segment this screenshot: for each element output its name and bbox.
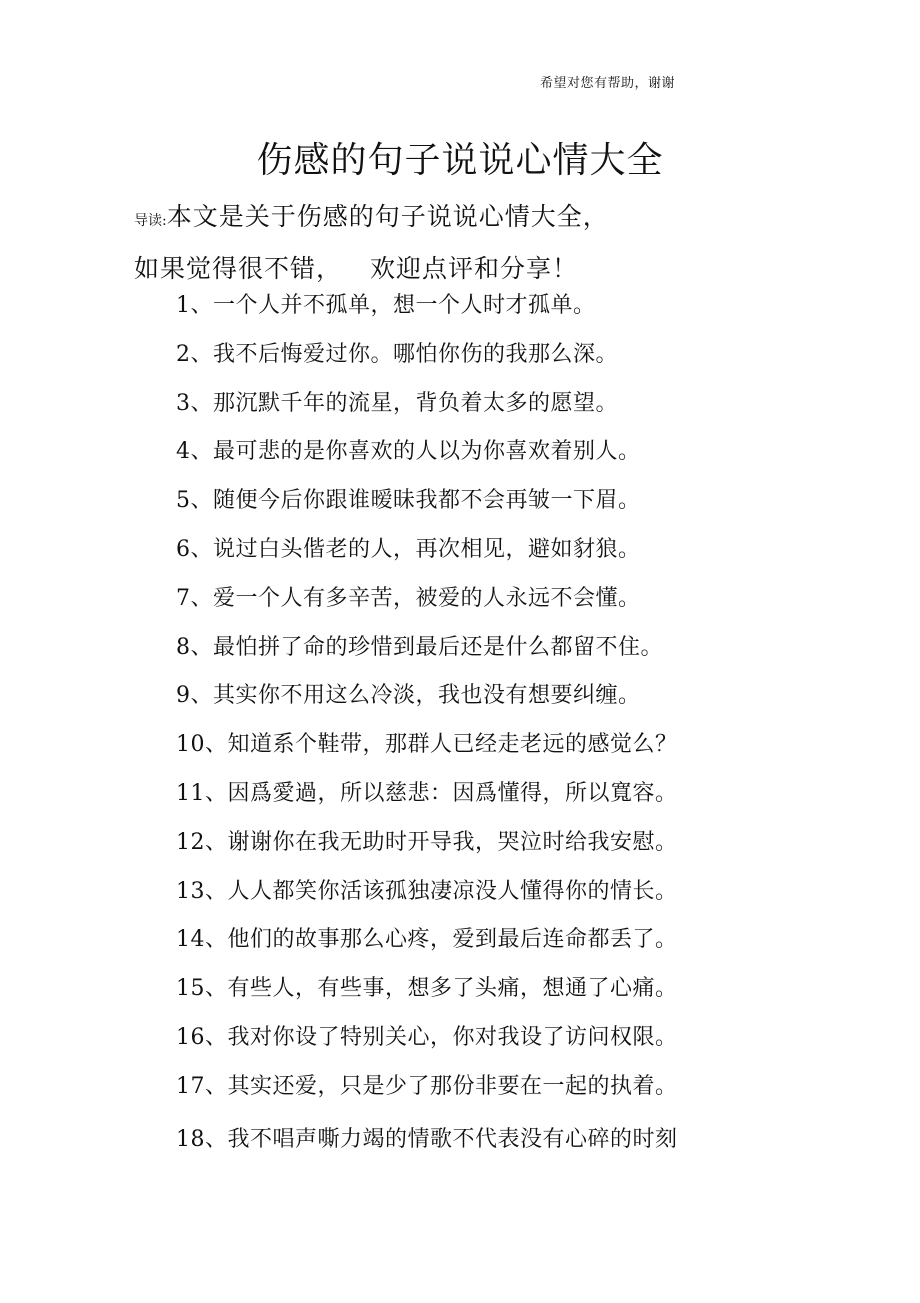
list-item: 6、说过白头偕老的人，再次相见，避如豺狼。 [176,536,641,562]
list-item: 10、知道系个鞋带，那群人已经走老远的感觉么？ [176,732,678,758]
list-item: 7、爱一个人有多辛苦，被爱的人永远不会懂。 [176,585,641,611]
intro-line-2 [134,245,834,293]
intro-paragraph [134,193,834,293]
list-item: 16、我对你设了特别关心，你对我设了访问权限。 [176,1024,678,1050]
list-item: 4、最可悲的是你喜欢的人以为你喜欢着别人。 [176,439,641,465]
intro-text-2a: 如果觉得很不错， [134,254,343,283]
intro-line-1 [134,193,834,245]
list-item: 3、那沉默千年的流星，背负着太多的愿望。 [176,390,618,416]
list-item: 2、我不后悔爱过你。哪怕你伤的我那么深。 [176,341,618,367]
intro-text-2b: 欢迎点评和分享！ [370,254,579,283]
list-item: 5、随便今后你跟谁暧昧我都不会再皱一下眉。 [176,488,641,514]
list-item: 13、人人都笑你活该孤独凄凉没人懂得你的情长。 [176,878,678,904]
document-title: 伤感的句子说说心情大全 [256,140,664,181]
quote-list [176,289,678,1171]
list-item: 12、谢谢你在我无助时开导我，哭泣时给我安慰。 [176,829,678,855]
list-item: 17、其实还爱，只是少了那份非要在一起的执着。 [176,1073,678,1099]
list-item: 18、我不唱声嘶力竭的情歌不代表没有心碎的时刻 [176,1126,678,1152]
list-item: 9、其实你不用这么冷淡，我也没有想要纠缠。 [176,683,641,709]
list-item: 14、他们的故事那么心疼，爱到最后连命都丢了。 [176,927,678,953]
list-item: 11、因爲愛過，所以慈悲：因爲懂得，所以寬容。 [176,780,678,806]
intro-text-1: 本文是关于伤感的句子说说心情大全， [166,202,609,231]
intro-label: 导读: [134,213,167,229]
list-item: 1、一个人并不孤单，想一个人时才孤单。 [176,293,596,318]
list-item: 15、有些人，有些事，想多了头痛，想通了心痛。 [176,976,678,1002]
list-item: 8、最怕拼了命的珍惜到最后还是什么都留不住。 [176,634,663,660]
header-note: 希望对您有帮助，谢谢 [540,76,676,91]
